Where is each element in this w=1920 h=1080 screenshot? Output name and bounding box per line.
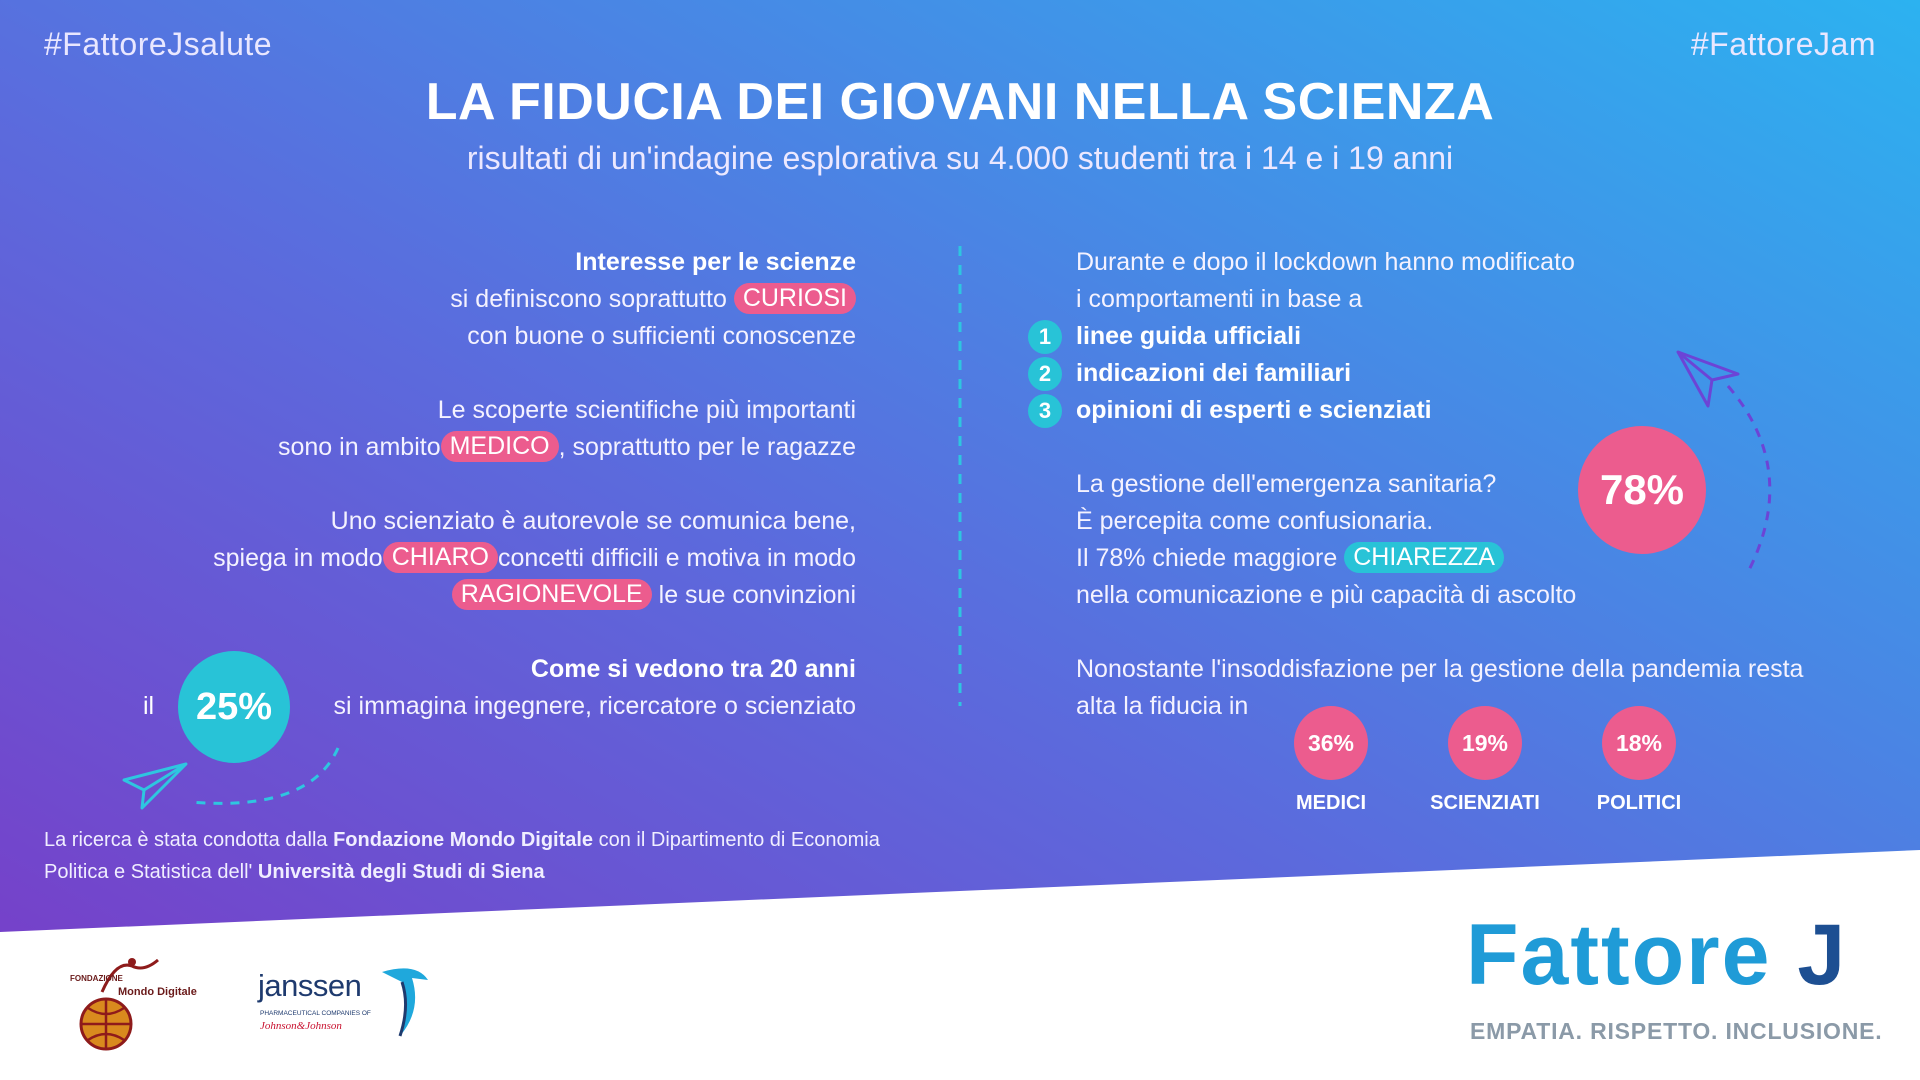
future-section	[334, 651, 856, 725]
future-prefix: il	[143, 692, 155, 720]
interest-section	[450, 244, 856, 355]
footnote-line2: Politica e Statistica dell' Università degli Studi di Siena	[44, 861, 545, 883]
emergency-line4: nella comunicazione e più capacità di ascolto	[1076, 581, 1577, 609]
list-item: 2 indicazioni dei familiari	[1028, 355, 1432, 392]
fmd-name-text: Mondo Digitale	[118, 986, 197, 998]
paper-plane-icon	[122, 762, 188, 812]
trust-line2: alta la fiducia in	[1076, 692, 1249, 720]
janssen-name: janssen	[258, 968, 362, 1003]
scientist-line1: Uno scienziato è autorevole se comunica bene,	[330, 507, 856, 535]
discoveries-line2: sono in ambito MEDICO , soprattutto per le ragazze	[278, 432, 856, 461]
scientist-line2: spiega in modo CHIARO concetti difficili e motiva in modo	[213, 543, 856, 572]
chiaro-pill: CHIARO	[383, 542, 498, 573]
list-item: 3 opinioni di esperti e scienziati	[1028, 392, 1432, 429]
percent-25-circle: 25%	[178, 651, 290, 763]
future-text: si immagina ingegnere, ricercatore o scienziato	[333, 692, 856, 720]
fondazione-mondo-digitale-logo[interactable]	[70, 956, 200, 1056]
discoveries-section	[278, 392, 856, 466]
scientist-line3: RAGIONEVOLE le sue convinzioni	[213, 577, 856, 614]
curiosi-pill: CURIOSI	[734, 283, 856, 314]
footnote	[44, 824, 880, 888]
future-heading: Come si vedono tra 20 anni	[530, 655, 856, 683]
lockdown-line1: Durante e dopo il lockdown hanno modificato	[1076, 248, 1575, 276]
emergency-line2: È percepita come confusionaria.	[1076, 507, 1434, 535]
interest-line2: con buone o sufficienti conoscenze	[467, 322, 856, 350]
medico-pill: MEDICO	[441, 431, 559, 462]
emergency-line1: La gestione dell'emergenza sanitaria?	[1076, 470, 1497, 498]
lockdown-line2: i comportamenti in base a	[1076, 285, 1363, 313]
emergency-line3: Il 78% chiede maggiore CHIAREZZA	[1076, 540, 1576, 577]
fattore-j-logo[interactable]: Fattore J	[1466, 907, 1848, 1003]
janssen-swoosh-icon	[376, 962, 436, 1042]
jnj-text: Johnson&Johnson	[260, 1020, 342, 1032]
chiarezza-pill: CHIAREZZA	[1344, 542, 1504, 573]
trust-circle-politici: 18%	[1602, 706, 1676, 780]
number-badge: 1	[1028, 320, 1062, 354]
number-badge: 3	[1028, 394, 1062, 428]
page-subtitle: risultati di un'indagine esplorativa su 4.000 studenti tra i 14 e i 19 anni	[466, 140, 1454, 176]
discoveries-line1: Le scoperte scientifiche più importanti	[437, 396, 856, 424]
fmd-small-text: FONDAZIONE	[70, 974, 123, 983]
janssen-logo[interactable]	[258, 966, 438, 1046]
trust-circle-medici: 36%	[1294, 706, 1368, 780]
janssen-sub: PHARMACEUTICAL COMPANIES OF	[260, 1010, 371, 1017]
globe-icon	[78, 996, 134, 1052]
lockdown-list	[1028, 318, 1432, 429]
list-item: 1 linee guida ufficiali	[1028, 318, 1432, 355]
trust-circle-scienziati: 19%	[1448, 706, 1522, 780]
interest-line1: si definiscono soprattutto CURIOSI	[450, 281, 856, 318]
hashtag-right[interactable]: #FattoreJam	[1690, 26, 1876, 62]
trust-label-medici: MEDICI	[1296, 792, 1366, 814]
number-badge: 2	[1028, 357, 1062, 391]
emergency-section	[1076, 466, 1576, 614]
footnote-line1: La ricerca è stata condotta dalla Fondazione Mondo Digitale con il Dipartimento di Economia	[44, 829, 880, 851]
page-title: LA FIDUCIA DEI GIOVANI NELLA SCIENZA	[425, 73, 1495, 131]
trust-label-scienziati: SCIENZIATI	[1430, 792, 1540, 814]
scientist-section	[213, 503, 856, 614]
fattore-tagline: EMPATIA. RISPETTO. INCLUSIONE.	[1470, 1018, 1883, 1044]
percent-78-circle: 78%	[1578, 426, 1706, 554]
trust-section	[1076, 651, 1803, 725]
ragionevole-pill: RAGIONEVOLE	[452, 579, 652, 610]
lockdown-section	[1076, 244, 1575, 318]
paper-plane-icon	[1676, 350, 1740, 408]
interest-heading: Interesse per le scienze	[575, 248, 856, 276]
trust-line1: Nonostante l'insoddisfazione per la gestione della pandemia resta	[1076, 655, 1804, 683]
trust-label-politici: POLITICI	[1596, 792, 1682, 814]
hashtag-left[interactable]: #FattoreJsalute	[44, 26, 273, 62]
